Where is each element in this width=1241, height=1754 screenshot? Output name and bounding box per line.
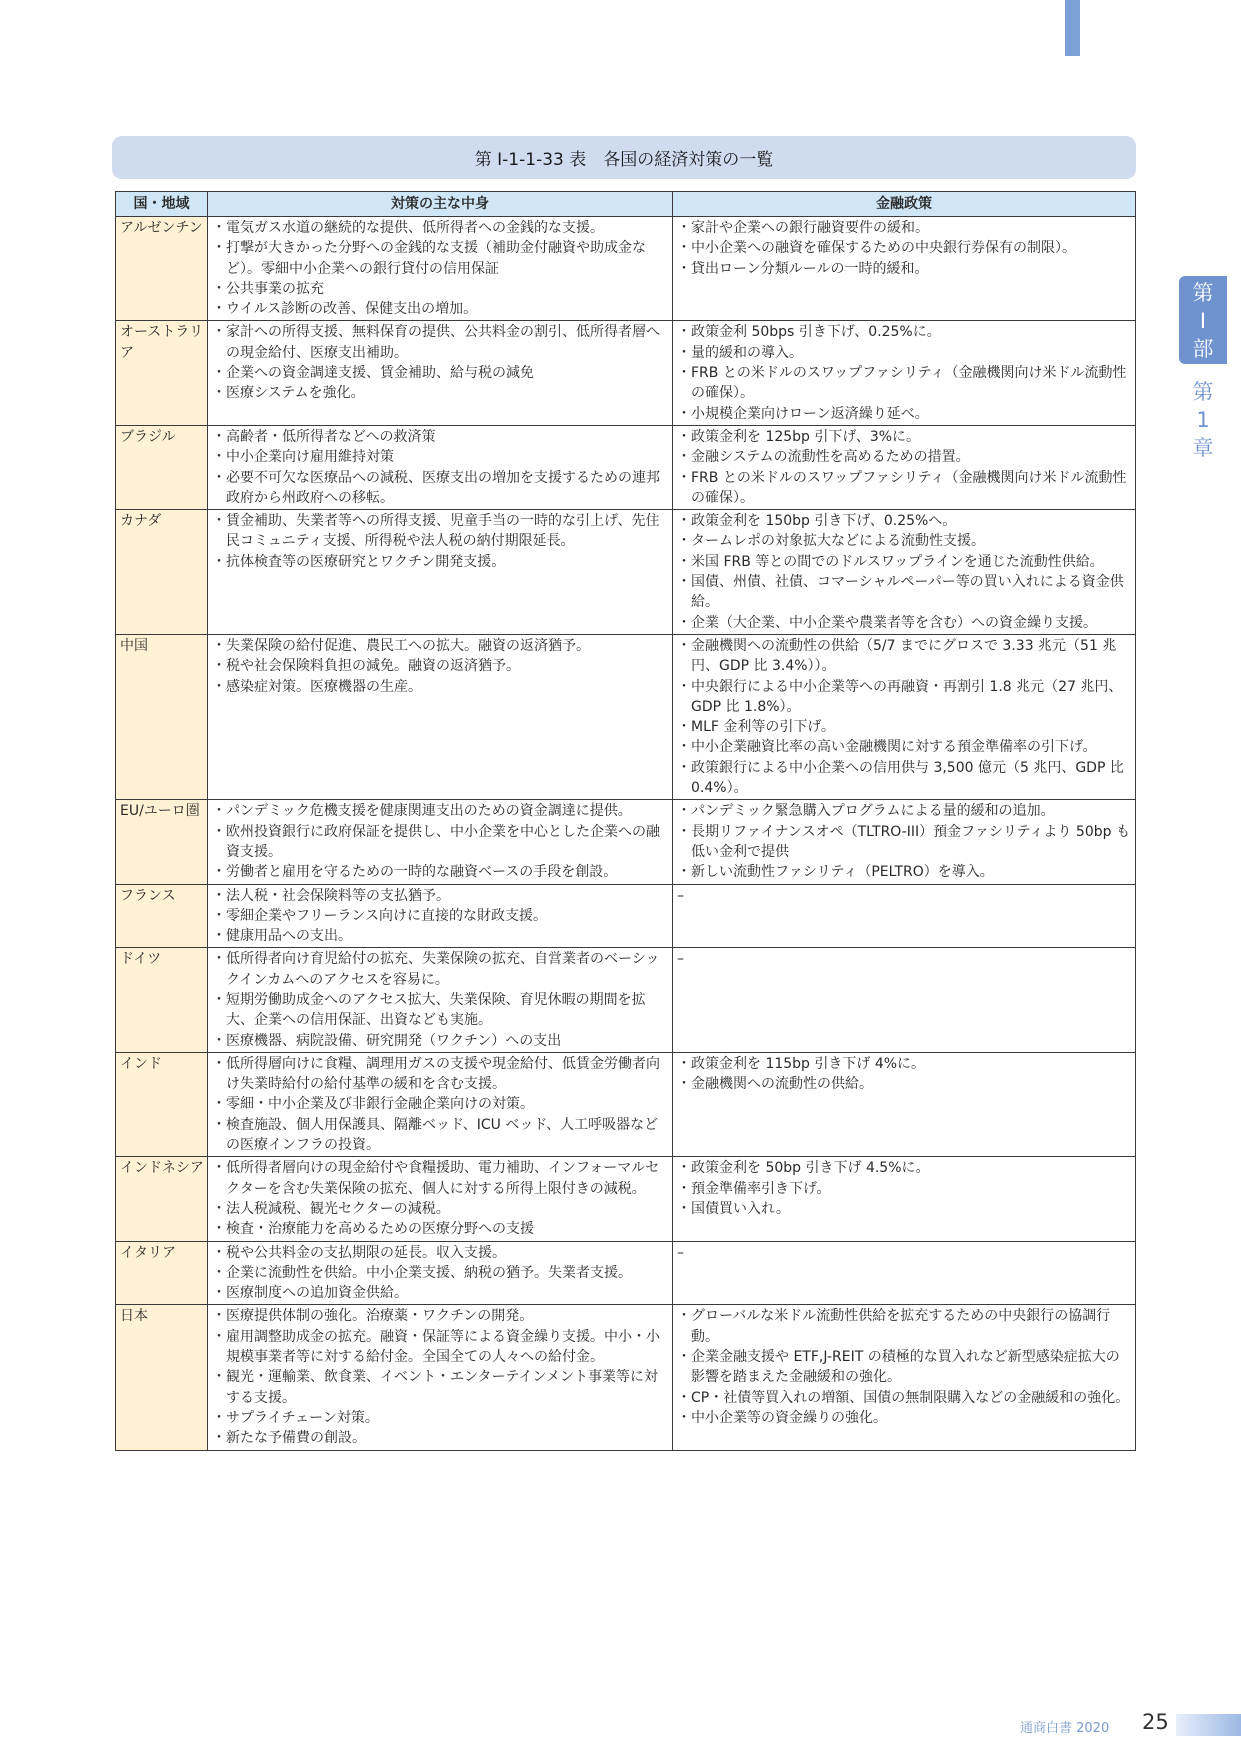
table-row [116,425,1136,509]
list-item: ・税や公共料金の支払期限の延長。収入支援。 [212,1244,506,1261]
list-item: – [677,1244,684,1261]
table-row [116,321,1136,425]
list-item: ・国債、州債、社債、コマーシャルペーパー等の買い入れによる資金供給。 [677,574,1124,611]
list-item: ・新たな予備費の創設。 [212,1430,366,1447]
list-item: ・検査・治療能力を高めるための医療分野への支援 [212,1221,534,1238]
monetary-policy-list [677,427,1132,508]
side-tab-part [1179,276,1227,364]
measures-cell [208,321,673,425]
list-item: ・失業保険の給付促進、農民工への拡大。融資の返済猶予。 [212,637,590,654]
top-edge-accent-bar [1065,0,1080,56]
table-row [116,1052,1136,1156]
monetary-policy-cell [673,321,1136,425]
country-cell: イタリア [116,1241,208,1305]
table-header-row [116,192,1136,217]
list-item: ・パンデミック緊急購入プログラムによる量的緩和の追加。 [677,803,1055,820]
side-tab-chapter-char: 章 [1192,436,1214,460]
list-item: ・健康用品への支出。 [212,928,352,945]
monetary-policy-list [677,511,1132,633]
monetary-policy-list [677,636,1132,798]
list-item: ・金融機関への流動性の供給（5/7 までにグロスで 3.33 兆元（51 兆円、GDP 比 3.4%））。 [677,637,1117,675]
measures-list [212,511,669,572]
measures-list [212,886,669,947]
list-item: ・政策金利を 50bp 引き下げ 4.5%に。 [677,1160,930,1177]
list-item: ・感染症対策。医療機器の生産。 [212,678,422,695]
footer-accent-bar [1176,1714,1241,1736]
list-item: ・政策金利を 150bp 引き下げ、0.25%へ。 [677,513,957,530]
list-item: ・サプライチェーン対策。 [212,1409,379,1426]
list-item: ・打撃が大きかった分野への金銭的な支援（補助金付融資や助成金など）。零細中小企業への銀行貸付の信用保証 [212,240,646,277]
list-item: ・中央銀行による中小企業等への再融資・再割引 1.8 兆元（27 兆円、GDP 比 1.8%）。 [677,678,1123,715]
country-cell: インドネシア [116,1157,208,1241]
table-title: 第 I-1-1-33 表 各国の経済対策の一覧 [112,136,1136,179]
list-item: ・低所得者向け育児給付の拡充、失業保険の拡充、自営業者のベーシックインカムへのアクセスを容易に。 [212,951,660,988]
side-tab-chapter-char: 第 [1192,380,1214,404]
list-item: ・CP・社債等買入れの増額、国債の無制限購入などの金融緩和の強化。 [677,1389,1130,1406]
list-item: ・労働者と雇用を守るための一時的な融資ベースの手段を創設。 [212,864,618,881]
table-row [116,948,1136,1052]
monetary-policy-list [677,1054,1132,1095]
list-item: ・新しい流動性ファシリティ（PELTRO）を導入。 [677,864,994,881]
monetary-policy-list [677,322,1132,423]
list-item: ・金融システムの流動性を高めるための措置。 [677,449,970,466]
list-item: ・医療提供体制の強化。治療薬・ワクチンの開発。 [212,1308,534,1325]
list-item: ・小規模企業向けローン返済繰り延べ。 [677,405,929,422]
country-cell: インド [116,1052,208,1156]
country-cell: EU/ユーロ圏 [116,800,208,884]
list-item: – [677,951,684,968]
monetary-policy-cell [673,510,1136,635]
list-item: ・ウイルス診断の改善、保健支出の増加。 [212,301,478,318]
monetary-policy-cell [673,1157,1136,1241]
list-item: ・観光・運輸業、飲食業、イベント・エンターテインメント事業等に対する支援。 [212,1369,659,1406]
list-item: ・国債買い入れ。 [677,1200,790,1217]
list-item: ・検査施設、個人用保護具、隔離ベッド、ICU ベッド、人工呼吸器などの医療インフラの投資。 [212,1116,659,1154]
list-item: ・中小企業等の資金繰りの強化。 [677,1409,887,1426]
country-cell: アルゼンチン [116,217,208,321]
measures-cell [208,1157,673,1241]
monetary-policy-list [677,218,1132,279]
measures-list [212,1306,669,1448]
country-cell: 日本 [116,1305,208,1450]
list-item: ・政策金利を 115bp 引き下げ 4%に。 [677,1055,926,1072]
table-row [116,884,1136,948]
country-cell: カナダ [116,510,208,635]
list-item: ・公共事業の拡充 [212,280,324,297]
table-row [116,1157,1136,1241]
column-header-country: 国・地域 [116,192,208,217]
list-item: ・高齢者・低所得者などへの救済策 [212,428,436,445]
table-body [116,217,1136,1451]
list-item: ・医療機器、病院設備、研究開発（ワクチン）への支出 [212,1032,562,1049]
list-item: ・企業に流動性を供給。中小企業支援、納税の猶予。失業者支援。 [212,1264,632,1281]
table-row [116,510,1136,635]
country-cell: 中国 [116,634,208,799]
measures-cell [208,634,673,799]
monetary-policy-cell [673,425,1136,509]
economic-policy-table [115,191,1136,1451]
list-item: ・FRB との米ドルのスワップファシリティ（金融機関向け米ドル流動性の確保）。 [677,469,1127,506]
measures-list [212,949,669,1050]
list-item: ・雇用調整助成金の拡充。融資・保証等による資金繰り支援。中小・小規模事業者等に対する給付金。全国全ての人々への給付金。 [212,1328,660,1366]
list-item: ・パンデミック危機支援を健康関連支出のための資金調達に提供。 [212,803,632,820]
page-number: 25 [1142,1710,1169,1734]
list-item: ・FRB との米ドルのスワップファシリティ（金融機関向け米ドル流動性の確保）。 [677,365,1127,402]
list-item: ・MLF 金利等の引下げ。 [677,719,835,736]
country-cell: ブラジル [116,425,208,509]
measures-list [212,1243,669,1304]
list-item: ・企業金融支援や ETF,J-REIT の積極的な買入れなど新型感染症拡大の影響を踏まえた金融緩和の強化。 [677,1349,1120,1386]
monetary-policy-list [677,949,1132,969]
list-item: ・家計への所得支援、無料保育の提供、公共料金の割引、低所得者層への現金給付、医療支出補助。 [212,324,660,361]
list-item: ・医療システムを強化。 [212,385,365,402]
list-item: ・タームレポの対象拡大などによる流動性支援。 [677,533,985,550]
measures-list [212,322,669,403]
monetary-policy-list [677,1306,1132,1428]
measures-list [212,636,669,697]
measures-list [212,1054,669,1155]
list-item: ・低所得者層向けの現金給付や食糧援助、電力補助、インフォーマルセクターを含む失業保険の拡充、個人に対する所得上限付きの減税。 [212,1160,660,1197]
monetary-policy-cell [673,1241,1136,1305]
monetary-policy-list [677,1243,1132,1263]
list-item: ・米国 FRB 等との間でのドルスワップラインを通じた流動性供給。 [677,553,1104,570]
side-tab-chapter-char: 1 [1196,408,1210,432]
list-item: ・法人税・社会保険料等の支払猶予。 [212,887,450,904]
list-item: ・金融機関への流動性の供給。 [677,1076,873,1093]
measures-cell [208,217,673,321]
measures-cell [208,510,673,635]
list-item: ・医療制度への追加資金供給。 [212,1285,408,1302]
list-item: ・税や社会保険料負担の減免。融資の返済猶予。 [212,658,520,675]
measures-list [212,801,669,882]
list-item: ・電気ガス水道の継続的な提供、低所得者への金銭的な支援。 [212,220,604,236]
list-item: ・中小企業融資比率の高い金融機関に対する預金準備率の引下げ。 [677,739,1097,756]
list-item: ・中小企業向け雇用維持対策 [212,449,394,466]
side-tab-chapter [1179,378,1227,462]
country-cell: ドイツ [116,948,208,1052]
list-item: ・抗体検査等の医療研究とワクチン開発支援。 [212,553,506,570]
list-item: ・低所得層向けに食糧、調理用ガスの支援や現金給付、低賃金労働者向け失業時給付の給付基準の緩和を含む支援。 [212,1055,660,1093]
table-row [116,1241,1136,1305]
measures-cell [208,884,673,948]
monetary-policy-cell [673,1052,1136,1156]
list-item: ・政策金利 50bps 引き下げ、0.25%に。 [677,324,941,341]
table-row [116,217,1136,321]
monetary-policy-list [677,801,1132,882]
list-item: ・預金準備率引き下げ。 [677,1180,831,1197]
footer-publication: 通商白書 2020 [1020,1721,1110,1736]
list-item: ・政策銀行による中小企業への信用供与 3,500 億元（5 兆円、GDP 比 0.4%）。 [677,759,1124,797]
measures-cell [208,800,673,884]
monetary-policy-cell [673,1305,1136,1450]
list-item: ・欧州投資銀行に政府保証を提供し、中小企業を中心とした企業への融資支援。 [212,823,660,860]
list-item: ・家計や企業への銀行融資要件の緩和。 [677,220,929,236]
measures-list [212,427,669,508]
monetary-policy-list [677,886,1132,906]
column-header-measures: 対策の主な中身 [208,192,673,217]
monetary-policy-cell [673,634,1136,799]
measures-cell [208,425,673,509]
measures-cell [208,1305,673,1450]
list-item: ・企業（大企業、中小企業や農業者等を含む）への資金繰り支援。 [677,614,1097,631]
measures-cell [208,1241,673,1305]
table-row [116,1305,1136,1450]
measures-cell [208,948,673,1052]
country-cell: フランス [116,884,208,948]
measures-cell [208,1052,673,1156]
column-header-monetary-policy: 金融政策 [673,192,1136,217]
list-item: ・零細企業やフリーランス向けに直接的な財政支援。 [212,907,548,924]
side-tab-part-char: I [1199,309,1207,333]
list-item: ・長期リファイナンスオペ（TLTRO-III）預金ファシリティより 50bp も低い金利で提供 [677,823,1130,860]
country-cell: オーストラリア [116,321,208,425]
monetary-policy-cell [673,800,1136,884]
list-item: ・賃金補助、失業者等への所得支援、児童手当の一時的な引上げ、先住民コミュニティ支援、所得税や法人税の納付期限延長。 [212,513,660,550]
list-item: ・零細・中小企業及び非銀行金融企業向けの対策。 [212,1096,534,1113]
list-item: ・グローバルな米ドル流動性供給を拡充するための中央銀行の協調行動。 [677,1308,1111,1345]
monetary-policy-cell [673,948,1136,1052]
side-tab-part-char: 部 [1192,337,1214,361]
list-item: ・政策金利を 125bp 引下げ、3%に。 [677,428,921,445]
list-item: – [677,887,684,904]
monetary-policy-list [677,1158,1132,1219]
monetary-policy-cell [673,217,1136,321]
measures-list [212,1158,669,1239]
measures-list [212,218,669,319]
table-row [116,634,1136,799]
list-item: ・中小企業への融資を確保するための中央銀行券保有の制限）。 [677,240,1076,257]
list-item: ・法人税減税、観光セクターの減税。 [212,1200,450,1217]
list-item: ・必要不可欠な医療品への減税、医療支出の増加を支援するための連邦政府から州政府への移転。 [212,469,660,506]
list-item: ・短期労働助成金へのアクセス拡大、失業保険、育児休暇の期間を拡大、企業への信用保証、出資なども実施。 [212,991,646,1029]
list-item: ・貸出ローン分類ルールの一時的緩和。 [677,260,929,277]
list-item: ・量的緩和の導入。 [677,344,803,361]
list-item: ・企業への資金調達支援、賃金補助、給与税の減免 [212,365,534,382]
side-tab-part-char: 第 [1192,281,1214,305]
monetary-policy-cell [673,884,1136,948]
table-row [116,800,1136,884]
